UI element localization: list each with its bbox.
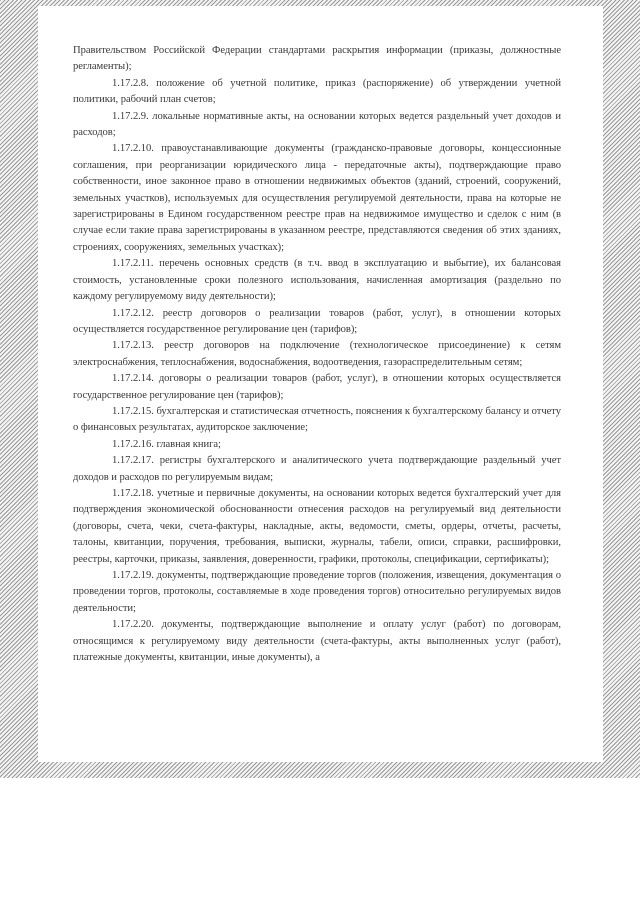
paragraph-1-17-2-15: 1.17.2.15. бухгалтерская и статистическая отчетность, пояснения к бухгалтерскому балансу и отчету о финансовых результатах, аудиторское заключение;	[73, 405, 561, 434]
paragraph-1-17-2-8: 1.17.2.8. положение об учетной политике, приказ (распоряжение) об утверждении учетной политики, рабочий план счетов;	[73, 77, 561, 106]
paragraph-1-17-2-11: 1.17.2.11. перечень основных средств (в т.ч. ввод в эксплуатацию и выбытие), их балансовая стоимость, установленные сроки полезного использования, начисленная амортизация (раздельно по каждому регулируемому виду деятельности);	[73, 258, 561, 303]
paragraph-1-17-2-19: 1.17.2.19. документы, подтверждающие проведение торгов (положения, извещения, документация о проведении торгов, протоколы, составляемые в ходе проведения торгов) относительно регулируемых видов деятельности;	[73, 570, 561, 614]
paragraph-1-17-2-12: 1.17.2.12. реестр договоров о реализации товаров (работ, услуг), в отношении которых осуществляется государственное регулирование цен (тарифов);	[73, 307, 561, 335]
paragraph-intro: Правительством Российской Федерации стандартами раскрытия информации (приказы, должностные регламенты);	[73, 45, 561, 73]
paragraph-1-17-2-10: 1.17.2.10. правоустанавливающие документы (гражданско-правовые договоры, концессионные соглашения, при реорганизации юридического лица - передаточные акты), подтверждающие право собственности, иное законное право в отношении недвижимых объектов (зданий, строений, сооружений, земельных участков), используемых для осуществления регулируемой деятельности, права на которые не зарегистрированы в Едином государственном реестре прав на недвижимое имущество и сделок с ним (в случае если такие права зарегистрированы в указанном реестре, представляются сведения об этих зданиях, строениях, сооружениях, земельных участках);	[73, 143, 561, 253]
bottom-margin	[0, 778, 640, 905]
paragraph-1-17-2-16: 1.17.2.16. главная книга;	[112, 438, 221, 450]
paragraph-1-17-2-14: 1.17.2.14. договоры о реализации товаров (работ, услуг), в отношении которых осуществляется государственное регулирование цен (тарифов);	[73, 373, 561, 401]
paragraph-1-17-2-9: 1.17.2.9. локальные нормативные акты, на основании которых ведется раздельный учет доходов и расходов;	[73, 110, 561, 139]
paragraph-1-17-2-13: 1.17.2.13. реестр договоров на подключение (технологическое присоединение) к сетям электроснабжения, теплоснабжения, водоснабжения, водоотведения, газораспределительным сетям;	[73, 340, 561, 368]
paragraph-1-17-2-17: 1.17.2.17. регистры бухгалтерского и аналитического учета подтверждающие раздельный учет доходов и расходов по регулируемым видам;	[73, 455, 561, 483]
paragraph-1-17-2-20: 1.17.2.20. документы, подтверждающие выполнение и оплату услуг (работ) по договорам, относящимся к регулируемому виду деятельности (счета-фактуры, акты выполненных услуг (работ), платежные документы, квитанции, иные документы), а	[73, 619, 561, 664]
paragraph-1-17-2-18: 1.17.2.18. учетные и первичные документы, на основании которых ведется бухгалтерский учет для подтверждения экономической обоснованности отнесения расходов на регулируемый вид деятельности (договоры, счета, чеки, счета-фактуры, накладные, акты, ведомости, сметы, ордеры, отчеты, расчеты, талоны, квитанции, поручения, требования, выписки, журналы, табели, описи, справки, расшифровки, реестры, карточки, приказы, заявления, доверенности, графики, протоколы, спецификации, сертификаты);	[73, 487, 561, 565]
document-text	[73, 43, 561, 666]
